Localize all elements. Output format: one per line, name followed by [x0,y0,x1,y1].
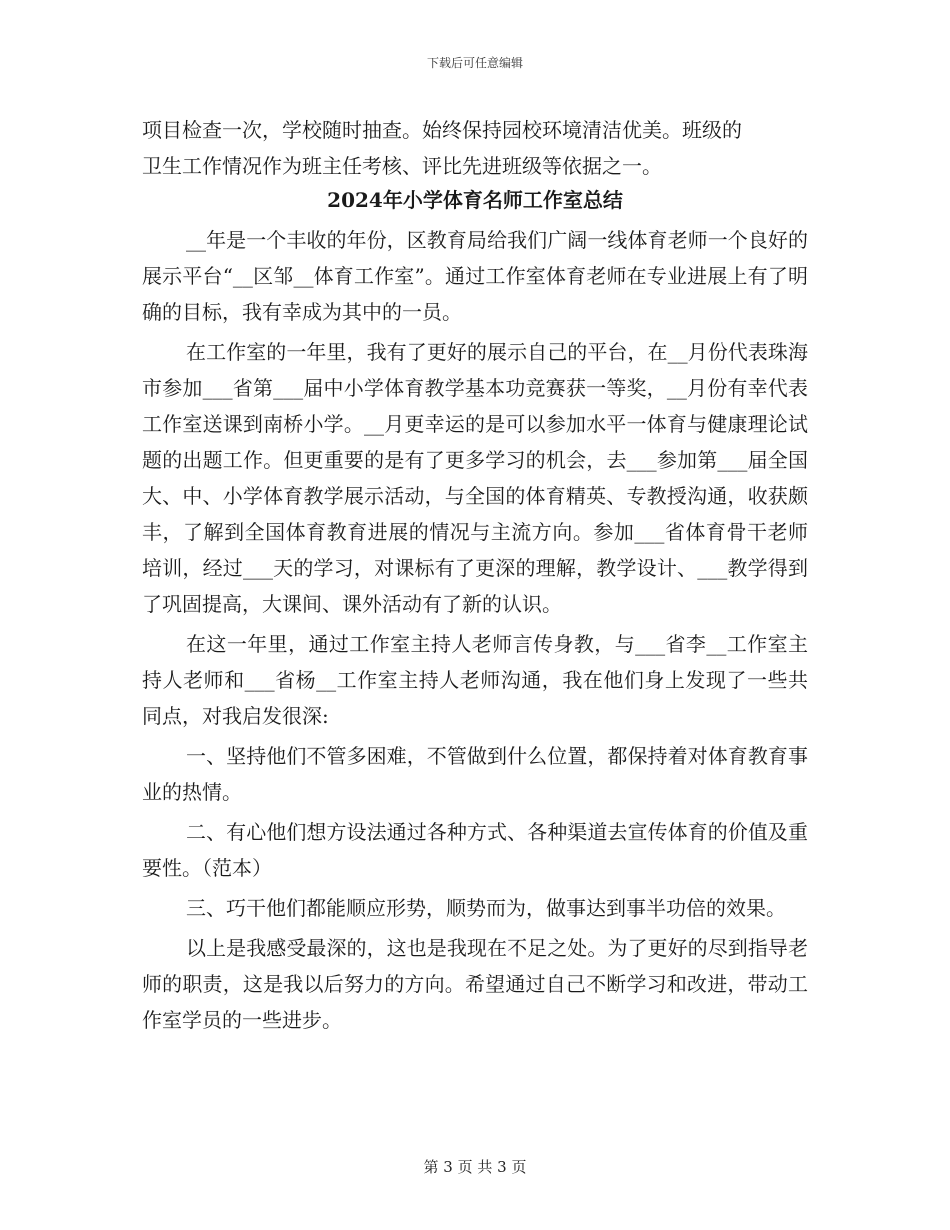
paragraph-year-review: 在工作室的一年里，我有了更好的展示自己的平台，在__月份代表珠海市参加___省第___届中小学体育教学基本功竞赛获一等奖，__月份有幸代表工作室送课到南桥小学。__月更幸运的是可以参加水平一体育与健康理论试题的出题工作。但更重要的是有了更多学习的机会，去___参加第___届全国大、中、小学体育教学展示活动，与全国的体育精英、专教授沟通，收获颇丰，了解到全国体育教育进展的情况与主流方向。参加___省体育骨干老师培训，经过___天的学习，对课标有了更深的理解，教学设计、___教学得到了巩固提高，大课间、课外活动有了新的认识。 [142,340,808,616]
list-item-persist: 一、坚持他们不管多困难，不管做到什么位置，都保持着对体育教育事业的热情。 [142,744,808,804]
carry-over-line-1: 项目检查一次，学校随时抽查。始终保持园校环境清洁优美。班级的 [142,118,742,142]
list-item-smart: 三、巧干他们都能顺应形势，顺势而为，做事达到事半功倍的效果。 [186,896,786,920]
carry-over-text [142,112,808,184]
document-body [142,222,808,1038]
paragraph-conclusion: 以上是我感受最深的，这也是我现在不足之处。为了更好的尽到指导老师的职责，这是我以后努力的方向。希望通过自己不断学习和改进，带动工作室学员的一些进步。 [142,936,808,1032]
paragraph-intro: __年是一个丰收的年份，区教育局给我们广阔一线体育老师一个良好的展示平台“__区邹__体育工作室”。通过工作室体育老师在专业进展上有了明确的目标，我有幸成为其中的一员。 [142,228,808,324]
document-title: 2024年小学体育名师工作室总结 [327,188,623,212]
page-number: 第 3 页 共 3 页 [423,1158,527,1176]
carry-over-line-2: 卫生工作情况作为班主任考核、评比先进班级等依据之一。 [142,154,662,178]
list-item-heart: 二、有心他们想方设法通过各种方式、各种渠道去宣传体育的价值及重要性。（范本） [142,820,808,880]
paragraph-mentors: 在这一年里，通过工作室主持人老师言传身教，与___省李__工作室主持人老师和___省杨__工作室主持人老师沟通，我在他们身上发现了一些共同点，对我启发很深: [142,632,808,728]
page-header: 下载后可任意编辑 [426,56,523,70]
